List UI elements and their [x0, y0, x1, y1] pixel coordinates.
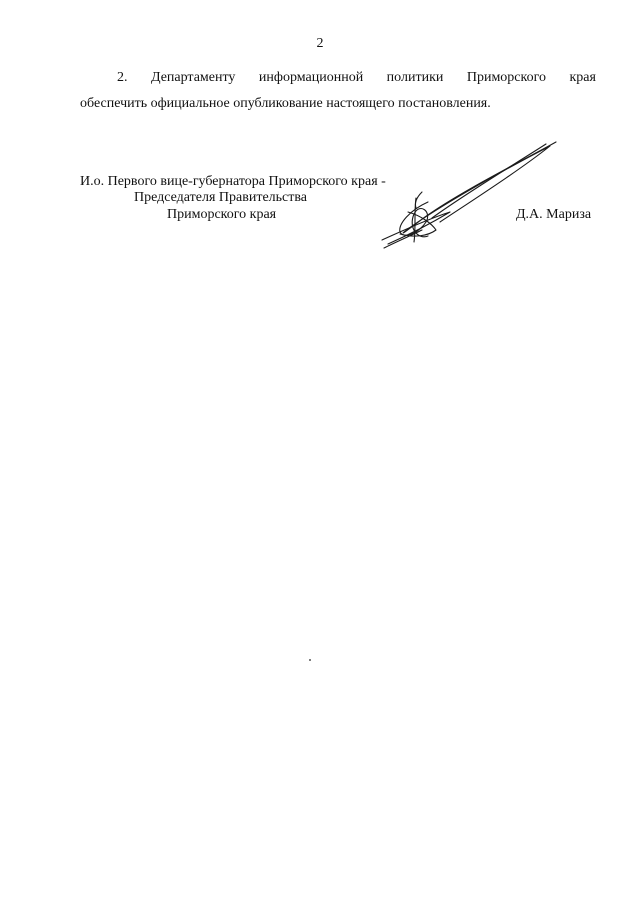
paragraph-word: Департаменту	[150, 70, 236, 85]
handwritten-signature	[370, 132, 570, 252]
signatory-title-line-1: И.о. Первого вице-губернатора Приморского края -	[80, 174, 386, 189]
paragraph-line-1	[80, 70, 596, 86]
signatory-title-line-3: Приморского края	[167, 207, 277, 222]
paragraph-line-2: обеспечить официальное опубликование настоящего постановления.	[80, 96, 491, 111]
paragraph-word: края	[569, 70, 596, 85]
signatory-title-line-2: Председателя Правительства	[134, 190, 308, 205]
page-number: 2	[316, 36, 324, 51]
signatory-name: Д.А. Мариза	[516, 207, 592, 222]
paragraph-word: Приморского	[466, 70, 547, 85]
scan-speck	[309, 659, 311, 661]
paragraph-word: информационной	[258, 70, 364, 85]
paragraph-word: 2.	[117, 70, 128, 85]
paragraph-word: политики	[386, 70, 444, 85]
